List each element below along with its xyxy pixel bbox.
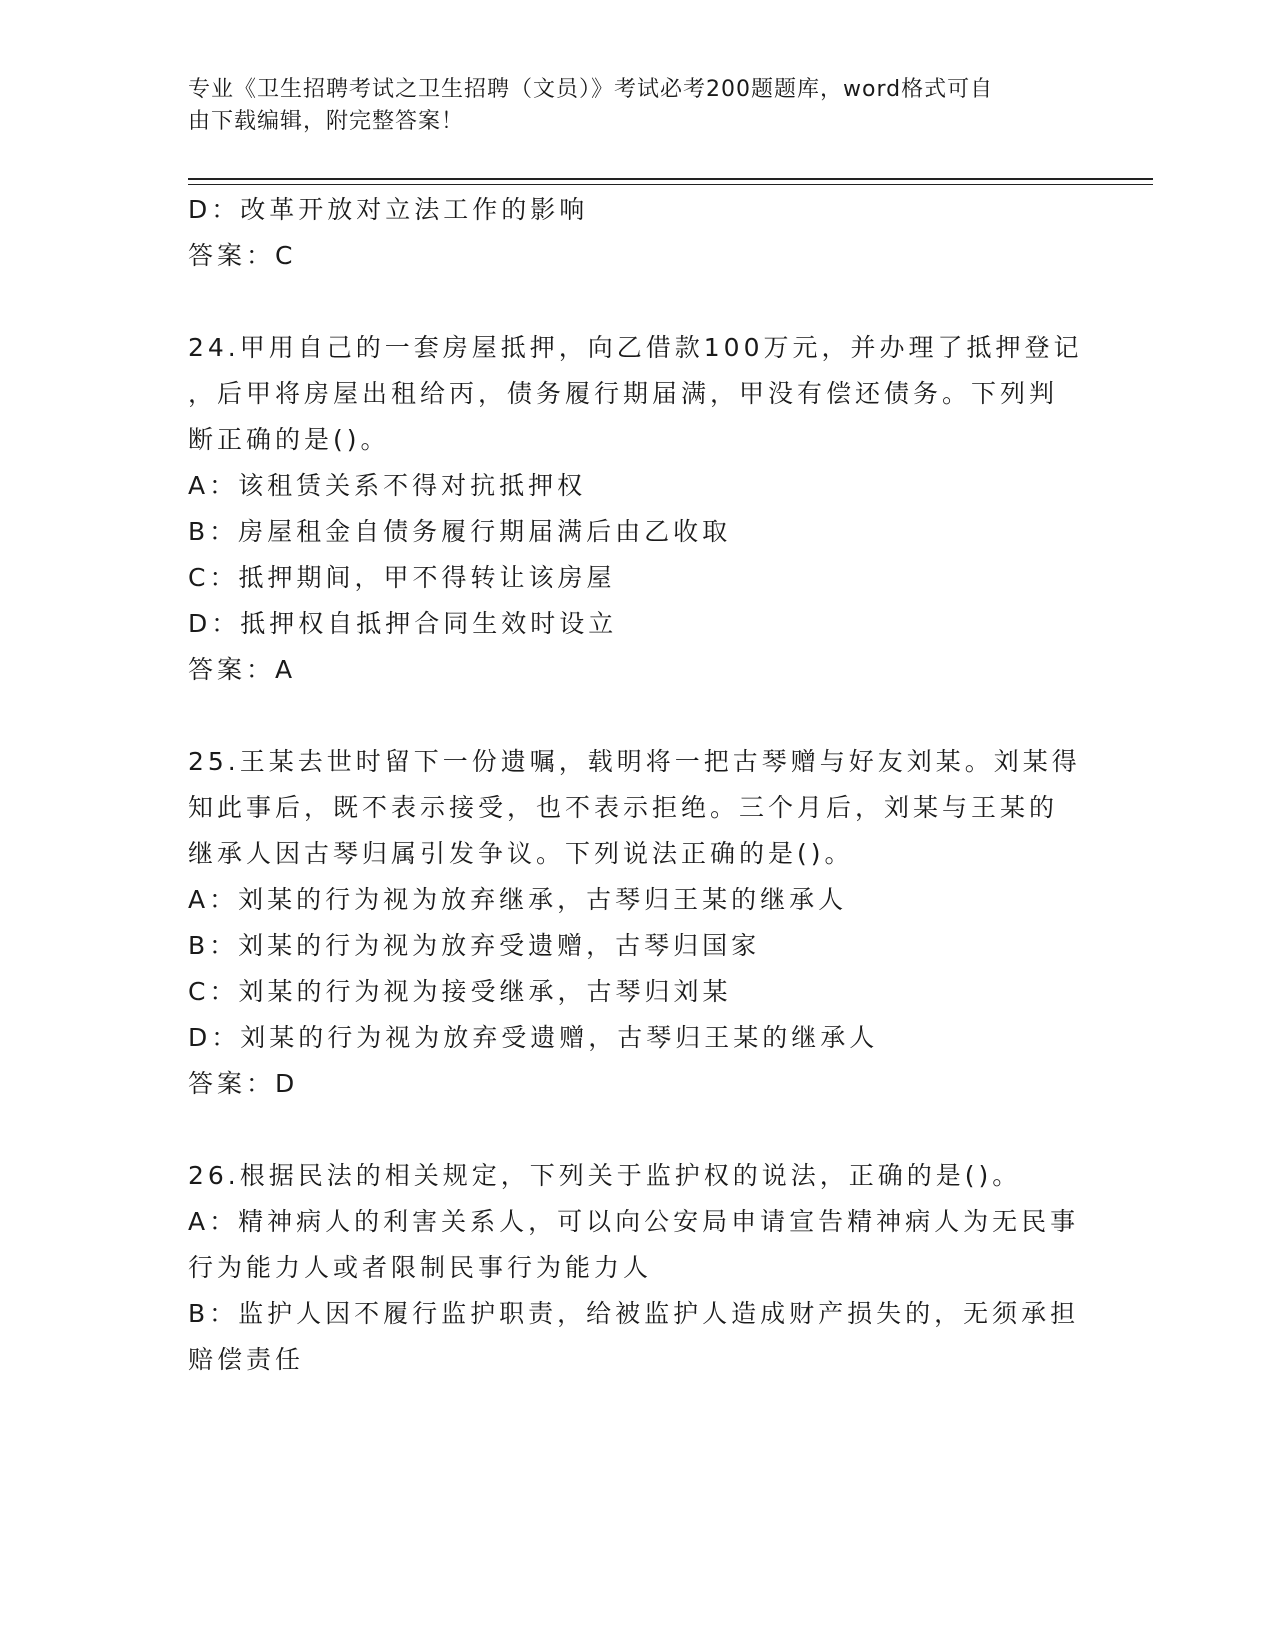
spacer <box>188 279 1088 325</box>
question-25-option-a: A：刘某的行为视为放弃继承，古琴归王某的继承人 <box>188 885 848 914</box>
header-divider-thick <box>188 178 1153 180</box>
document-header <box>188 74 1068 138</box>
question-24-stem-line: 24.甲用自己的一套房屋抵押，向乙借款100万元，并办理了抵押登记 <box>188 333 1083 362</box>
question-26-stem-line: 26.根据民法的相关规定，下列关于监护权的说法，正确的是()。 <box>188 1161 1022 1190</box>
header-line-1: 专业《卫生招聘考试之卫生招聘（文员）》考试必考200题题库，word格式可自 <box>188 77 994 102</box>
question-25-option-c: C：刘某的行为视为接受继承，古琴归刘某 <box>188 977 732 1006</box>
question-24-option-b: B：房屋租金自债务履行期届满后由乙收取 <box>188 517 732 546</box>
question-26-option-a-line: A：精神病人的利害关系人，可以向公安局申请宣告精神病人为无民事 <box>188 1207 1080 1236</box>
question-25 <box>188 739 1088 1107</box>
prev-option-d: D：改革开放对立法工作的影响 <box>188 195 589 224</box>
question-24 <box>188 325 1088 693</box>
header-line-2: 由下载编辑，附完整答案！ <box>188 109 465 134</box>
question-25-option-d: D：刘某的行为视为放弃受遗赠，古琴归王某的继承人 <box>188 1023 879 1052</box>
prev-answer: 答案：C <box>188 241 297 270</box>
question-25-stem-line: 知此事后，既不表示接受，也不表示拒绝。三个月后，刘某与王某的 <box>188 793 1059 822</box>
question-26-option-a-line: 行为能力人或者限制民事行为能力人 <box>188 1253 653 1282</box>
question-25-stem-line: 25.王某去世时留下一份遗嘱，载明将一把古琴赠与好友刘某。刘某得 <box>188 747 1081 776</box>
question-26 <box>188 1153 1088 1383</box>
question-24-answer: 答案：A <box>188 655 297 684</box>
question-24-option-a: A：该租赁关系不得对抗抵押权 <box>188 471 587 500</box>
question-25-answer: 答案：D <box>188 1069 299 1098</box>
spacer <box>188 1107 1088 1153</box>
header-divider-thin <box>188 184 1153 185</box>
question-25-stem-line: 继承人因古琴归属引发争议。下列说法正确的是()。 <box>188 839 854 868</box>
question-25-option-b: B：刘某的行为视为放弃受遗赠，古琴归国家 <box>188 931 761 960</box>
question-24-stem-line: 断正确的是()。 <box>188 425 390 454</box>
question-24-stem-line: ，后甲将房屋出租给丙，债务履行期届满，甲没有偿还债务。下列判 <box>188 379 1059 408</box>
question-26-option-b-line: B：监护人因不履行监护职责，给被监护人造成财产损失的，无须承担 <box>188 1299 1080 1328</box>
question-content <box>188 187 1088 1383</box>
question-26-option-b-line: 赔偿责任 <box>188 1345 305 1374</box>
question-24-option-c: C：抵押期间，甲不得转让该房屋 <box>188 563 616 592</box>
question-24-option-d: D：抵押权自抵押合同生效时设立 <box>188 609 618 638</box>
spacer <box>188 693 1088 739</box>
